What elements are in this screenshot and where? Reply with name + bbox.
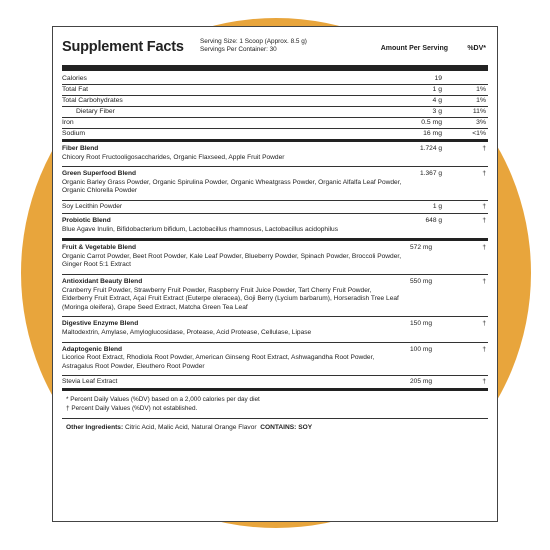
supplement-facts-panel <box>52 26 498 522</box>
nutrient-row <box>62 107 488 118</box>
blend-name: Adaptogenic Blend <box>62 345 123 353</box>
serving-size: Serving Size: 1 Scoop (Approx. 8.5 g) <box>200 38 307 45</box>
blend-name: Probiotic Blend <box>62 216 111 224</box>
blend-name: Stevia Leaf Extract <box>62 378 118 386</box>
footnotes <box>62 391 488 419</box>
nutrient-amount: 3 g <box>432 108 442 115</box>
blend-row <box>62 214 488 241</box>
blend-row <box>62 241 488 275</box>
nutrient-row <box>62 96 488 107</box>
panel-header <box>62 35 488 65</box>
blend-row <box>62 142 488 167</box>
blend-amount: 572 mg <box>410 244 432 252</box>
blend-name: Antioxidant Beauty Blend <box>62 277 143 285</box>
blend-dv: † <box>482 202 486 210</box>
blend-name: Digestive Enzyme Blend <box>62 320 139 328</box>
blend-ingredients: Organic Carrot Powder, Beet Root Powder, Kale Leaf Powder, Blueberry Powder, Spinach Powder, Broccoli Powder, Ginger Root 5:1 Extract <box>62 252 402 269</box>
blend-amount: 1.367 g <box>420 170 442 178</box>
footnote-dv: * Percent Daily Values (%DV) based on a 2,000 calories per day diet <box>66 396 260 404</box>
blend-dv: † <box>482 216 486 224</box>
blend-ingredients: Blue Agave Inulin, Bifidobacterium bifidum, Lactobacillus rhamnosus, Lactobacillus acidophilus <box>62 225 338 233</box>
nutrient-name: Total Fat <box>62 86 89 93</box>
blend-dv: † <box>482 145 486 152</box>
blend-dv: † <box>482 320 486 328</box>
blend-dv: † <box>482 277 486 285</box>
blend-amount: 1.724 g <box>420 145 442 152</box>
blend-row <box>62 317 488 342</box>
nutrient-amount: 0.5 mg <box>421 119 442 126</box>
nutrient-amount: 19 <box>434 75 442 82</box>
blend-ingredients: Maltodextrin, Amylase, Amyloglucosidase, Protease, Acid Protease, Cellulase, Lipase <box>62 328 312 336</box>
nutrient-amount: 4 g <box>432 97 442 104</box>
blend-row <box>62 167 488 201</box>
blend-amount: 550 mg <box>410 277 432 285</box>
nutrient-name: Total Carbohydrates <box>62 97 123 104</box>
blend-name: Fiber Blend <box>62 145 99 152</box>
blend-name: Fruit & Vegetable Blend <box>62 244 137 252</box>
other-ingredients <box>62 419 488 431</box>
nutrient-dv: 1% <box>476 86 486 93</box>
servings-per-container: Servings Per Container: 30 <box>200 46 277 53</box>
other-ingredients-label: Other Ingredients: <box>66 424 124 432</box>
blend-amount: 100 mg <box>410 345 432 353</box>
blend-ingredients: Organic Barley Grass Powder, Organic Spirulina Powder, Organic Wheatgrass Powder, Organic Alfalfa Leaf Powder, Organic Chlorella Powder <box>62 178 402 195</box>
blend-dv: † <box>482 378 486 386</box>
nutrient-name: Dietary Fiber <box>76 108 115 115</box>
footnote-not-established: † Percent Daily Values (%DV) not established. <box>66 405 198 413</box>
blend-row <box>62 275 488 317</box>
nutrient-row <box>62 74 488 85</box>
nutrient-name: Calories <box>62 75 87 82</box>
thick-divider <box>62 65 488 71</box>
nutrient-row <box>62 129 488 142</box>
blend-row <box>62 201 488 214</box>
blend-name: Soy Lecithin Powder <box>62 202 123 210</box>
blend-amount: 648 g <box>425 216 442 224</box>
dv-header: %DV* <box>467 45 486 52</box>
blend-ingredients: Licorice Root Extract, Rhodiola Root Powder, American Ginseng Root Extract, Ashwagandha Root Powder, Astragalus Root Powder, Eleuthero Root Powder <box>62 354 375 370</box>
nutrient-row <box>62 118 488 129</box>
blend-row <box>62 376 488 391</box>
allergen-statement: CONTAINS: SOY <box>260 424 313 432</box>
blend-ingredients: Chicory Root Fructooligosaccharides, Organic Flaxseed, Apple Fruit Powder <box>62 153 285 161</box>
blend-name: Green Superfood Blend <box>62 170 137 178</box>
nutrient-name: Iron <box>62 119 74 126</box>
nutrient-dv: <1% <box>472 130 486 137</box>
nutrient-name: Sodium <box>62 130 86 137</box>
blend-dv: † <box>482 170 486 178</box>
blend-row <box>62 343 488 377</box>
nutrient-dv: 3% <box>476 119 486 126</box>
blend-amount: 205 mg <box>410 378 432 386</box>
nutrient-dv: 11% <box>472 108 486 115</box>
other-ingredients-value: Citric Acid, Malic Acid, Natural Orange Flavor <box>125 424 257 432</box>
nutrient-row <box>62 85 488 96</box>
blend-amount: 150 mg <box>410 320 432 328</box>
nutrient-dv: 1% <box>476 97 486 104</box>
nutrient-amount: 1 g <box>432 86 442 93</box>
blend-amount: 1 g <box>432 202 442 210</box>
blend-ingredients: Cranberry Fruit Powder, Strawberry Fruit Powder, Raspberry Fruit Juice Powder, Tart Cherry Fruit Powder, Elderberry Fruit Extract, Açaí Fruit Extract (Euterpe oleracea), Goji Berry (Lycium barbarum), Horseradish Tree Leaf (Moringa oleifera), Grape Seed Extract, Matcha Green Tea Leaf <box>62 286 399 311</box>
blend-dv: † <box>482 345 486 353</box>
amount-header: Amount Per Serving <box>380 45 448 52</box>
blend-dv: † <box>482 244 486 252</box>
nutrient-amount: 16 mg <box>423 130 442 137</box>
serving-info <box>200 38 307 54</box>
panel-title: Supplement Facts <box>62 39 184 55</box>
